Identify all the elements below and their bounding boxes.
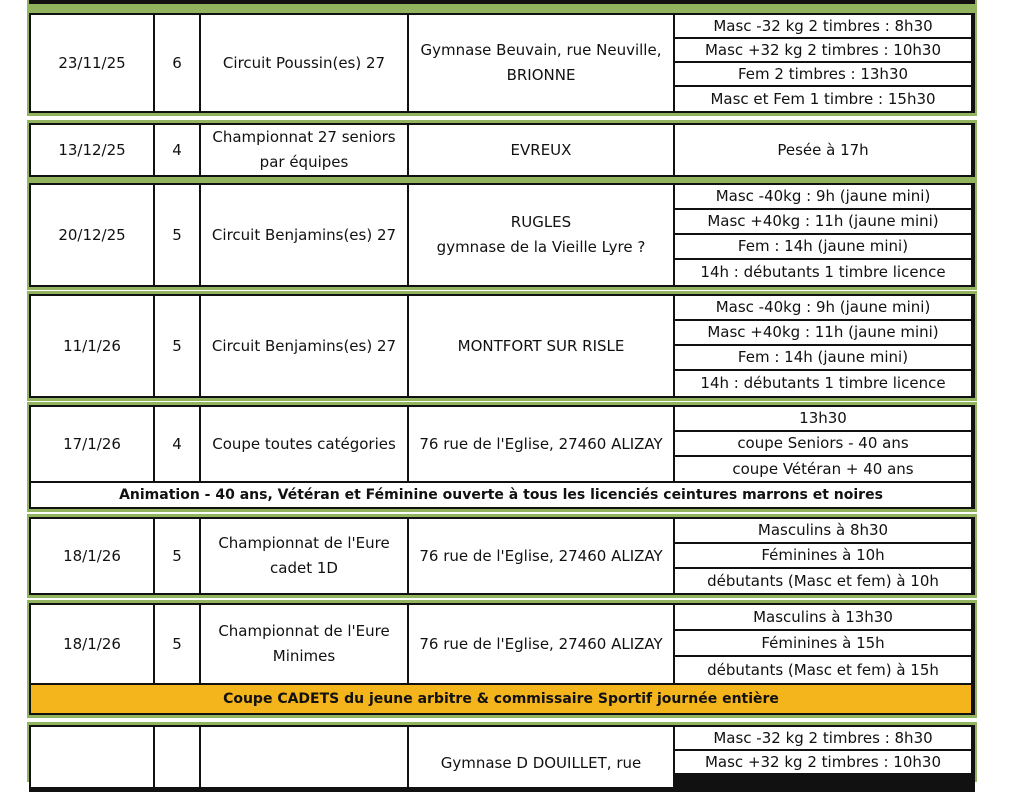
event-block-8: [27, 722, 977, 782]
event-block-3: [27, 180, 977, 290]
event-location: Gymnase Beuvain, rue Neuville, BRIONNE: [409, 15, 673, 111]
event-location: 76 rue de l'Eglise, 27460 ALIZAY: [409, 407, 673, 481]
event-time: Masc -40kg : 9h (jaune mini): [675, 296, 971, 319]
event-title: Circuit Poussin(es) 27: [201, 15, 407, 111]
event-date: 18/1/26: [31, 519, 153, 593]
event-time: coupe Vétéran + 40 ans: [675, 457, 971, 481]
event-block-7: [27, 600, 977, 718]
event-time: Masc -40kg : 9h (jaune mini): [675, 185, 971, 208]
event-date: 17/1/26: [31, 407, 153, 481]
event-number: [155, 727, 199, 787]
event-date: [31, 727, 153, 787]
event-time: Masc +32 kg 2 timbres : 10h30: [675, 39, 971, 61]
event-time: Féminines à 10h: [675, 544, 971, 567]
event-block-2: [27, 120, 977, 180]
event-number: 5: [155, 519, 199, 593]
event-date: 18/1/26: [31, 605, 153, 683]
event-title: Championnat de l'Eure cadet 1D: [201, 519, 407, 593]
event-block-4: [27, 291, 977, 401]
event-block: [27, 0, 977, 10]
event-time: Masculins à 13h30: [675, 605, 971, 629]
event-location: RUGLES gymnase de la Vieille Lyre ?: [409, 185, 673, 285]
event-number: 6: [155, 15, 199, 111]
event-title: Championnat de l'Eure Minimes: [201, 605, 407, 683]
event-title: Circuit Benjamins(es) 27: [201, 185, 407, 285]
event-number: 4: [155, 407, 199, 481]
event-block-1: [27, 10, 977, 116]
event-time: 14h : débutants 1 timbre licence: [675, 371, 971, 396]
event-number: 4: [155, 125, 199, 175]
event-location: Gymnase D DOUILLET, rue: [409, 727, 673, 787]
event-date: 13/12/25: [31, 125, 153, 175]
event-location: EVREUX: [409, 125, 673, 175]
event-footer-band-orange: Coupe CADETS du jeune arbitre & commissaire Sportif journée entière: [31, 685, 971, 713]
event-footer-band: Animation - 40 ans, Vétéran et Féminine ouverte à tous les licenciés ceintures marrons et noires: [31, 483, 971, 507]
event-title: Coupe toutes catégories: [201, 407, 407, 481]
event-time: Fem : 14h (jaune mini): [675, 346, 971, 369]
event-location: 76 rue de l'Eglise, 27460 ALIZAY: [409, 519, 673, 593]
event-time: Masc et Fem 1 timbre : 15h30: [675, 87, 971, 111]
event-date: 23/11/25: [31, 15, 153, 111]
event-time: Fem : 14h (jaune mini): [675, 235, 971, 258]
event-time: coupe Seniors - 40 ans: [675, 432, 971, 455]
event-time: Masculins à 8h30: [675, 519, 971, 542]
event-location: MONTFORT SUR RISLE: [409, 296, 673, 396]
event-title: Championnat 27 seniors par équipes: [201, 125, 407, 175]
event-date: 20/12/25: [31, 185, 153, 285]
event-time: Pesée à 17h: [675, 125, 971, 175]
event-time: 13h30: [675, 407, 971, 430]
event-block-5: [27, 402, 977, 512]
event-time: débutants (Masc et fem) à 15h: [675, 657, 971, 683]
event-title: Circuit Benjamins(es) 27: [201, 296, 407, 396]
event-time: Masc -32 kg 2 timbres : 8h30: [675, 727, 971, 749]
event-time: Masc +40kg : 11h (jaune mini): [675, 210, 971, 233]
event-time: 14h : débutants 1 timbre licence: [675, 260, 971, 285]
event-time: Fem 2 timbres : 13h30: [675, 63, 971, 85]
event-title: [201, 727, 407, 787]
event-number: 5: [155, 605, 199, 683]
event-time: Masc +32 kg 2 timbres : 10h30: [675, 751, 971, 773]
event-date: 11/1/26: [31, 296, 153, 396]
event-location: 76 rue de l'Eglise, 27460 ALIZAY: [409, 605, 673, 683]
event-number: 5: [155, 185, 199, 285]
event-time: débutants (Masc et fem) à 10h: [675, 569, 971, 593]
event-time: Féminines à 15h: [675, 631, 971, 655]
event-block-6: [27, 514, 977, 598]
event-number: 5: [155, 296, 199, 396]
event-time: Masc +40kg : 11h (jaune mini): [675, 321, 971, 344]
event-time: Masc -32 kg 2 timbres : 8h30: [675, 15, 971, 37]
